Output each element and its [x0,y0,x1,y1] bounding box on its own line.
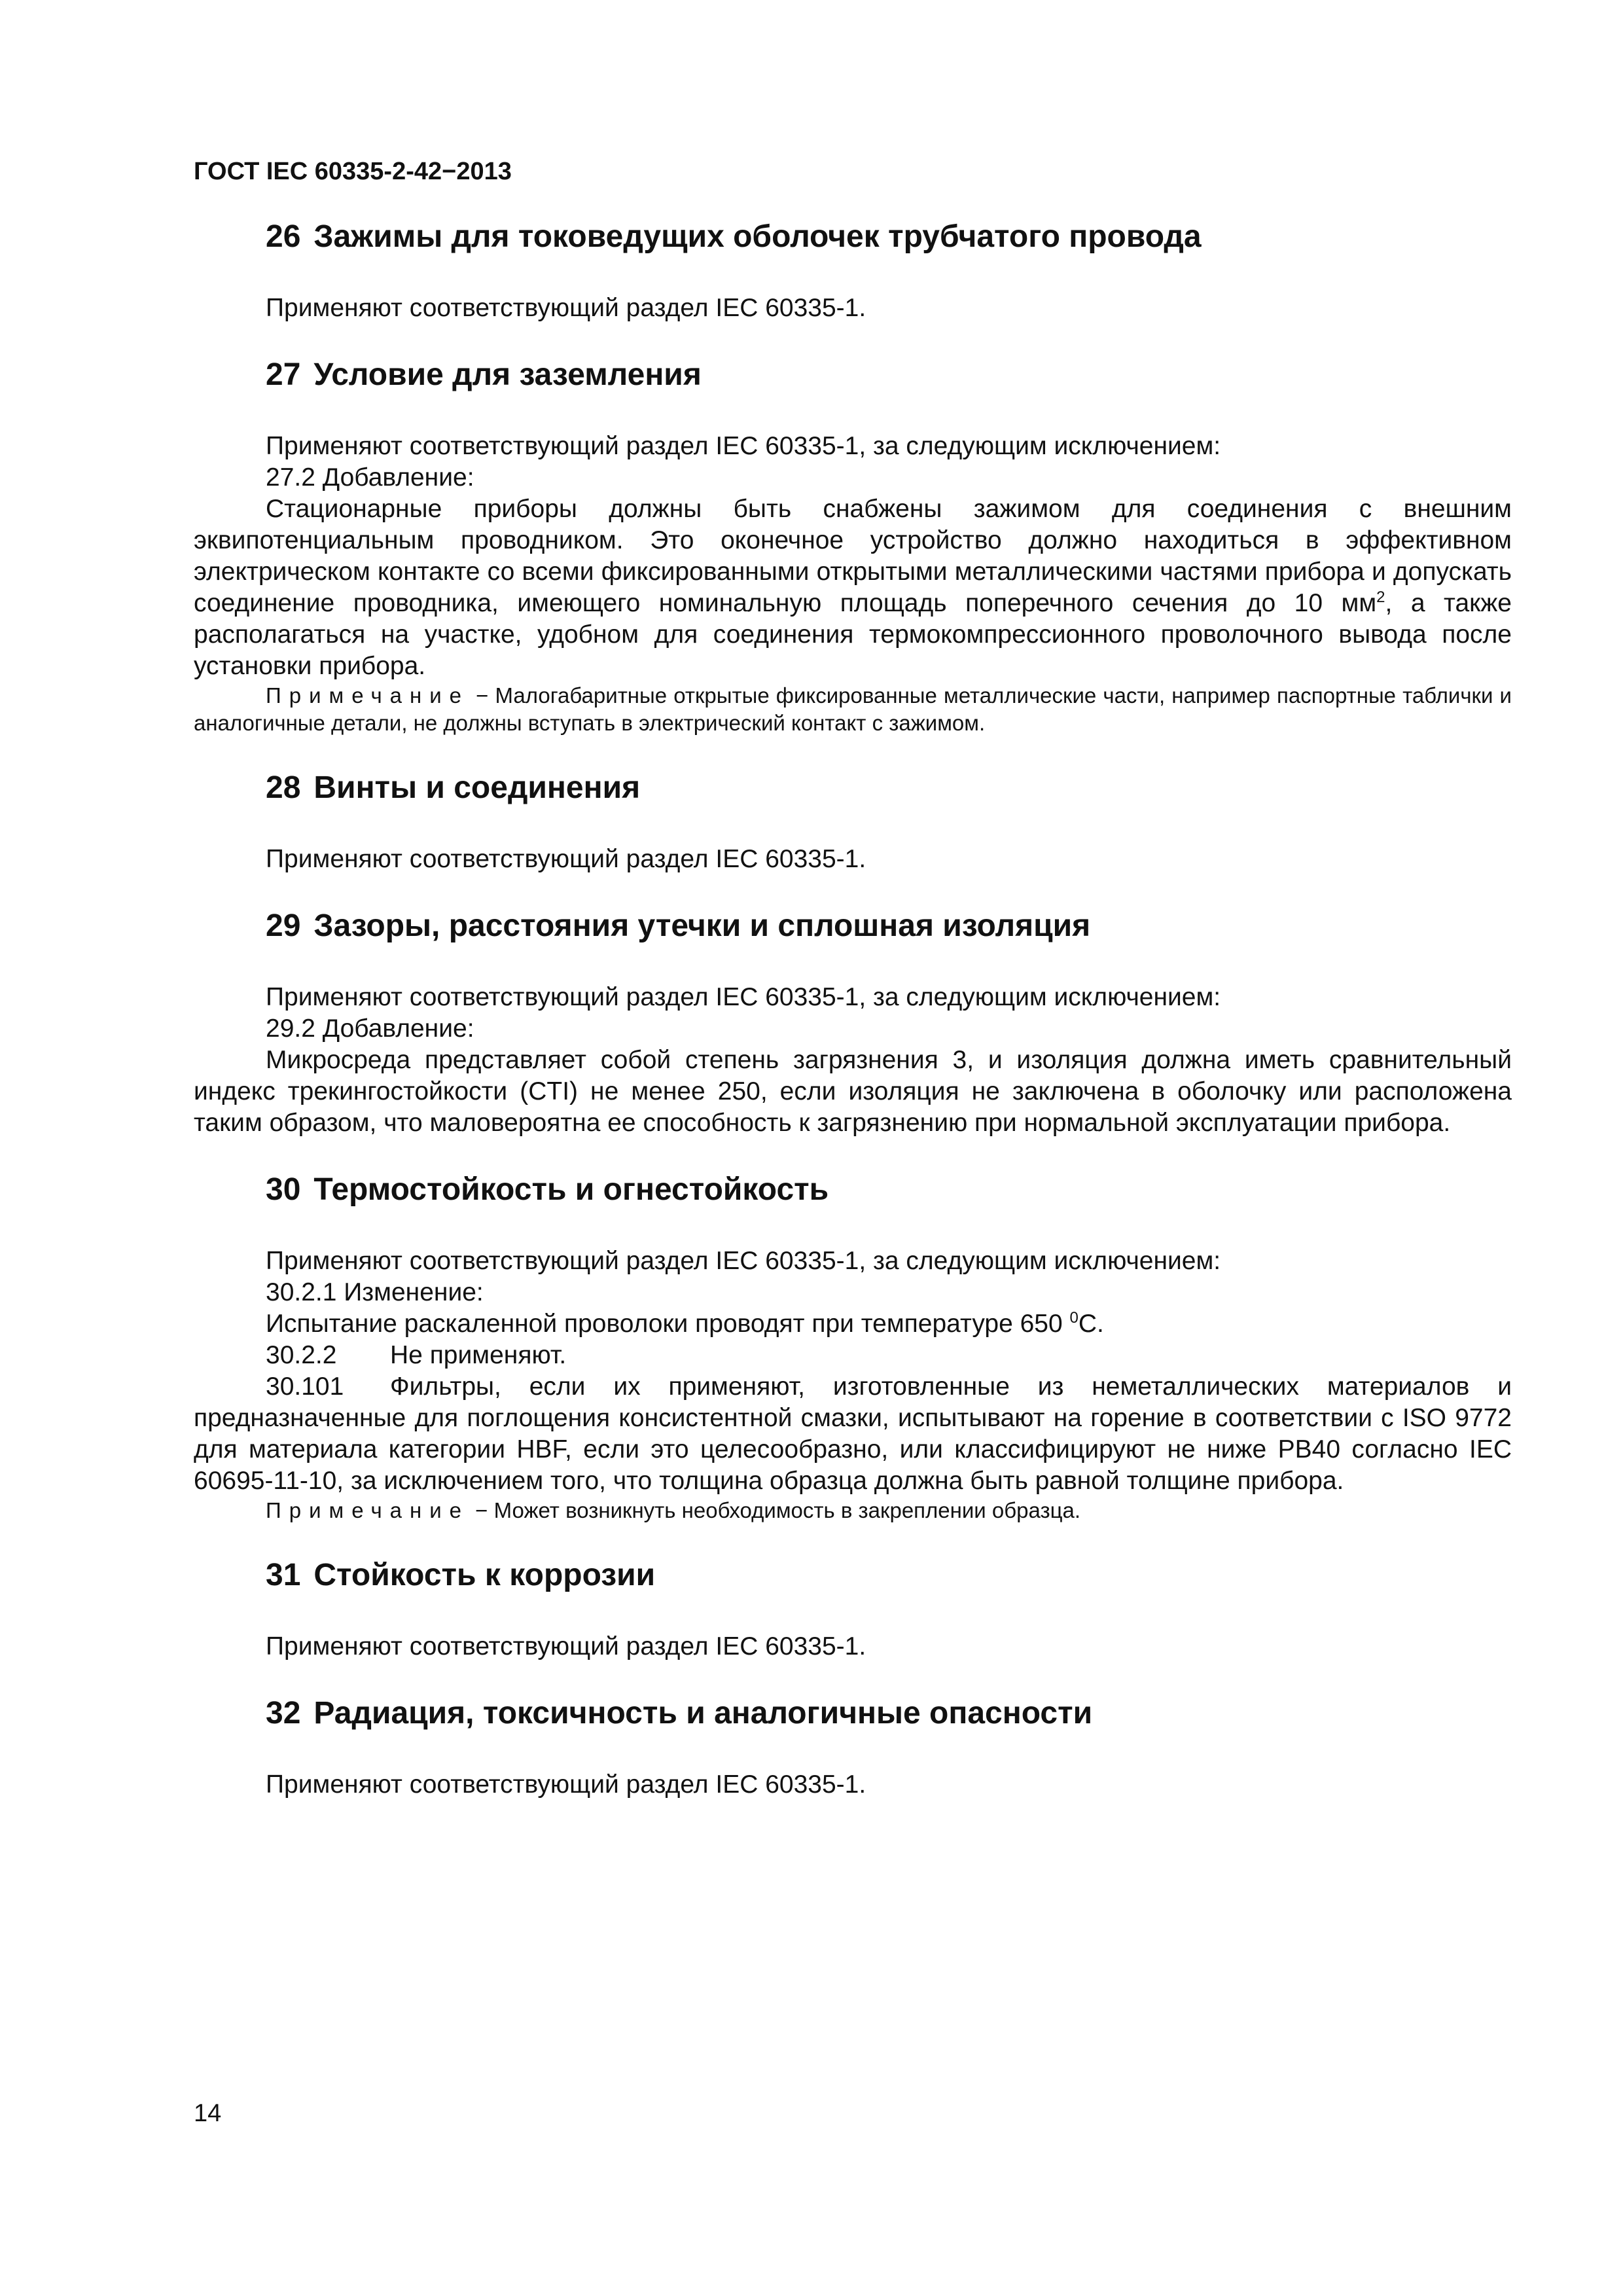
section-number: 29 [266,908,301,943]
test-unit: С. [1078,1310,1104,1338]
section-title: Термостойкость и огнестойкость [313,1172,829,1207]
note-label: Примечание [266,1498,470,1522]
page-content [194,152,1512,1801]
section-number: 32 [266,1696,301,1731]
section-number: 30 [266,1172,301,1207]
section-heading [266,1556,1512,1595]
superscript-square: 2 [1376,588,1385,606]
section-title: Винты и соединения [313,770,641,805]
section-text: Применяют соответствующий раздел IEC 60335-1. [266,845,866,873]
clause-number: 30.101 [266,1372,344,1401]
note-label: Примечание [266,683,470,708]
section-intro: Применяют соответствующий раздел IEC 60335-1, за следующим исключением: [266,1247,1221,1275]
clause-heading: 27.2 Добавление: [266,463,474,492]
section-number: 31 [266,1558,301,1592]
clause-body-part2: , а также располагаться на участке, удобном для соединения термокомпрессионного проволочного вывода после установки прибора. [194,589,1512,680]
section-heading [266,906,1512,946]
note-text: − Может возникнуть необходимость в закреплении образца. [469,1498,1081,1522]
section-title: Радиация, токсичность и аналогичные опасности [313,1696,1093,1731]
section-title: Зажимы для токоведущих оболочек трубчатого провода [313,219,1202,254]
section-heading [266,355,1512,395]
note-text: − Малогабаритные открытые фиксированные металлические части, например паспортные таблички и аналогичные детали, не должны вступать в электрический контакт с зажимом. [194,683,1512,735]
section-heading [266,1170,1512,1210]
clause-number: 30.2.2 [266,1341,337,1369]
section-intro: Применяют соответствующий раздел IEC 60335-1, за следующим исключением: [266,432,1221,460]
section-27 [194,355,1512,737]
section-text: Применяют соответствующий раздел IEC 60335-1. [266,1770,866,1799]
section-intro: Применяют соответствующий раздел IEC 60335-1, за следующим исключением: [266,983,1221,1011]
section-30 [194,1170,1512,1524]
clause-body [194,1308,1512,1340]
section-heading [266,768,1512,808]
page-number: 14 [194,2100,222,2127]
section-29 [194,906,1512,1139]
clause-body: Микросреда представляет собой степень загрязнения 3, и изоляция должна иметь сравнительный индекс трекингостойкости (CTI) не менее 250, если изоляция не заключена в оболочку или расположена таким образом, что маловероятна ее способность к загрязнению при нормальной эксплуатации прибора. [194,1046,1512,1137]
clause-heading: 29.2 Добавление: [266,1014,474,1043]
document-header: ГОСТ IEC 60335-2-42−2013 [194,158,512,185]
section-title: Стойкость к коррозии [313,1558,656,1592]
section-title: Условие для заземления [313,357,702,392]
section-31 [194,1556,1512,1662]
superscript-degree: 0 [1069,1309,1079,1327]
clause-body [194,493,1512,682]
section-32 [194,1694,1512,1801]
section-text: Применяют соответствующий раздел IEC 60335-1. [266,294,866,322]
section-26 [194,217,1512,324]
note [194,1497,1512,1524]
clause-30-2-2 [194,1340,1512,1371]
clause-heading: 30.2.1 Изменение: [266,1278,484,1306]
section-number: 27 [266,357,301,392]
clause-text: Фильтры, если их применяют, изготовленные из неметаллических материалов и предназначенные для поглощения консистентной смазки, испытывают на горение в соответствии с ISO 9772 для материала категории HBF, если это целесообразно, или классифицируют не ниже PB40 согласно IEC 60695-11-10, за исключением того, что толщина образца должна быть равной толщине прибора. [194,1372,1512,1495]
clause-body-part1: Стационарные приборы должны быть снабжены зажимом для соединения с внешним эквипотенциальным проводником. Это оконечное устройство должно находиться в эффективном электрическом контакте со всеми фиксированными открытыми металлическими частями прибора и допускать соединение проводника, имеющего номинальную площадь поперечного сечения до 10 мм [194,495,1512,617]
clause-text: Не применяют. [390,1341,567,1369]
section-number: 26 [266,219,301,254]
test-text: Испытание раскаленной проволоки проводят при температуре 650 [266,1310,1070,1338]
clause-30-101 [194,1371,1512,1497]
section-heading [266,1694,1512,1733]
note [194,682,1512,737]
section-28 [194,768,1512,875]
section-heading [266,217,1512,257]
section-number: 28 [266,770,301,805]
section-title: Зазоры, расстояния утечки и сплошная изоляция [313,908,1091,943]
section-text: Применяют соответствующий раздел IEC 60335-1. [266,1632,866,1660]
